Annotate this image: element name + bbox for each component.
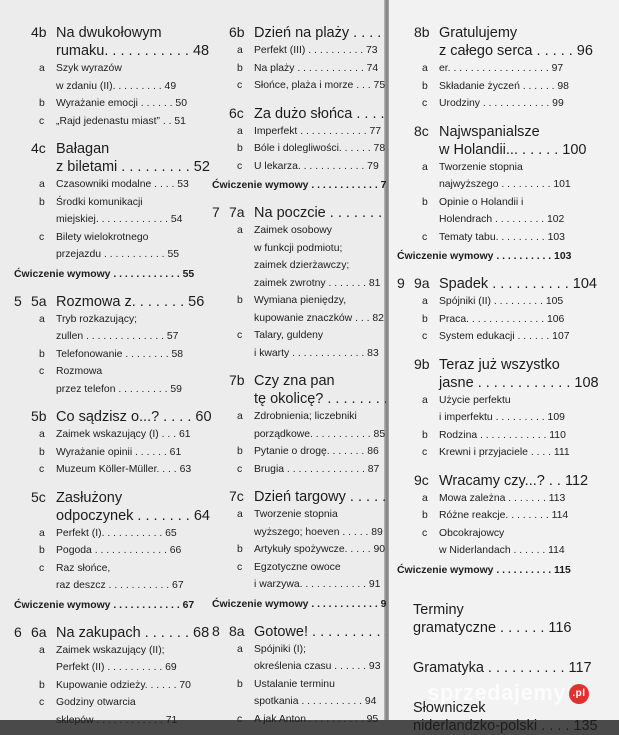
item-letter: b [39,677,45,695]
toc-item [212,60,386,78]
toc-item [14,311,194,346]
lesson-title-line: Na dwukołowym [56,24,194,42]
item-line: spotkania . . . . . . . . . . . 94 [254,693,386,711]
item-line: Opinie o Holandii i [439,194,569,212]
item-letter: a [237,641,243,659]
item-letter: b [237,676,243,694]
item-letter: a [39,60,45,78]
toc-item [14,560,194,595]
item-letter: c [422,328,427,346]
item-line: porządkowe. . . . . . . . . . . 85 [254,426,386,444]
toc-section [14,489,194,614]
unit-number: 7 [212,204,229,220]
item-letter: c [39,363,44,381]
item-letter: a [39,311,45,329]
item-line: „Rajd jedenastu miast” . . 51 [56,113,194,131]
lesson-title-line: Gotowe! . . . . . . . . . [254,623,386,641]
toc-section [14,408,194,479]
lesson-code: 9b [414,356,430,372]
lesson-code: 9a [414,275,430,291]
watermark-text: sprzedajemy [427,680,566,705]
item-line: Użycie perfektu [439,392,569,410]
item-letter: b [237,60,243,78]
toc-section [397,123,569,266]
appendix-line: gramatyczne . . . . . . 116 [413,619,569,637]
item-line: w funkcji podmiotu; [254,240,386,258]
item-line: Krewni i przyjaciele . . . . 111 [439,444,569,462]
toc-section [212,24,386,95]
toc-item [212,506,386,541]
lesson-title-line: tę okolicę? . . . . . . . [254,390,386,408]
item-line: Szyk wyrazów [56,60,194,78]
item-line: Tworzenie stopnia [439,159,569,177]
item-letter: b [422,78,428,96]
item-letter: c [237,327,242,345]
section-number [14,624,47,640]
section-number [14,24,47,40]
toc-item [212,443,386,461]
toc-section [14,624,194,730]
lesson-code: 6c [229,105,244,121]
section-number [14,293,47,309]
item-line: i warzywa. . . . . . . . . . . . 91 [254,576,386,594]
exercise-entry: Ćwiczenie wymowy . . . . . . . . . . 115 [397,562,569,579]
toc-section [14,140,194,283]
toc-item [14,542,194,560]
item-line: Perfekt (I). . . . . . . . . . . 65 [56,525,194,543]
item-letter: c [422,95,427,113]
item-letter: a [422,392,428,410]
lesson-title-line: Wracamy czy...? . . 112 [439,472,569,490]
item-line: kupowanie znaczków . . . 82 [254,310,386,328]
toc-item [397,95,569,113]
item-line: Zaimek osobowy [254,222,386,240]
item-letter: b [422,311,428,329]
item-letter: b [39,194,45,212]
toc-item [212,327,386,362]
item-letter: a [422,293,428,311]
toc-item [14,363,194,398]
toc-item [397,328,569,346]
toc-item [14,60,194,95]
section-number [397,356,430,372]
toc-item [397,194,569,229]
lesson-code: 8c [414,123,429,139]
lesson-title-line: w Holandii... . . . . . 100 [439,141,569,159]
item-line: Rodzina . . . . . . . . . . . . 110 [439,427,569,445]
item-letter: b [39,346,45,364]
item-line: przez telefon . . . . . . . . . 59 [56,381,194,399]
toc-item [212,42,386,60]
section-number [212,623,245,639]
lesson-title-line: Bałagan [56,140,194,158]
item-line: Spójniki (I); [254,641,386,659]
item-line: przejazdu . . . . . . . . . . . 55 [56,246,194,264]
appendix-line: niderlandzko-polski . . . . 135 [413,717,569,735]
toc-section [212,372,386,478]
toc-item [212,77,386,95]
unit-number: 8 [212,623,229,639]
toc-section [212,488,386,613]
lesson-title-line: Zasłużony [56,489,194,507]
item-line: określenia czasu . . . . . . 93 [254,658,386,676]
item-line: Godziny otwarcia [56,694,194,712]
section-number [212,105,244,121]
section-number [14,408,47,424]
toc-item [212,559,386,594]
toc-item [212,222,386,292]
exercise-entry: Ćwiczenie wymowy . . . . . . . . . . 103 [397,248,569,265]
item-line: er. . . . . . . . . . . . . . . . . . 97 [439,60,569,78]
item-line: Tworzenie stopnia [254,506,386,524]
item-letter: a [39,642,45,660]
item-line: Praca. . . . . . . . . . . . . . 106 [439,311,569,329]
lesson-title-line: Rozmowa z. . . . . . . 56 [56,293,194,311]
toc-item [212,408,386,443]
item-letter: b [237,443,243,461]
item-letter: b [39,542,45,560]
item-line: sklepów . . . . . . . . . . . . 71 [56,712,194,730]
item-letter: c [237,461,242,479]
section-number [212,488,244,504]
lesson-code: 5b [31,408,47,424]
item-letter: b [39,444,45,462]
toc-item [212,676,386,711]
toc-item [397,525,569,560]
item-line: Tryb rozkazujący; [56,311,194,329]
item-letter: b [39,95,45,113]
item-line: Czasowniki modalne . . . . 53 [56,176,194,194]
item-line: Słońce, plaża i morze . . . 75 [254,77,386,95]
lesson-code: 4b [31,24,47,40]
toc-item [212,711,386,729]
item-letter: c [237,559,242,577]
toc-item [212,461,386,479]
toc-item [397,159,569,194]
toc-item [397,78,569,96]
exercise-entry: Ćwiczenie wymowy . . . . . . . . . . . . 79 [212,177,386,194]
item-line: Na plaży . . . . . . . . . . . . 74 [254,60,386,78]
toc-item [397,490,569,508]
item-line: zaimek dzierżawczy; [254,257,386,275]
toc-item [212,292,386,327]
toc-item [212,641,386,676]
item-line: zullen . . . . . . . . . . . . . . 57 [56,328,194,346]
item-letter: c [39,560,44,578]
item-line: wyższego; hoeven . . . . . 89 [254,524,386,542]
item-letter: c [237,158,242,176]
item-line: Bilety wielokrotnego [56,229,194,247]
item-line: Muzeum Kӧller-Müller. . . . 63 [56,461,194,479]
watermark-badge: .pl [569,684,589,704]
toc-item [14,426,194,444]
section-number [397,123,429,139]
item-line: Zdrobnienia; liczebniki [254,408,386,426]
lesson-title-line: Co sądzisz o...? . . . . 60 [56,408,194,426]
item-line: Tematy tabu. . . . . . . . . 103 [439,229,569,247]
item-letter: a [237,506,243,524]
item-line: najwyższego . . . . . . . . . 101 [439,176,569,194]
item-letter: a [237,222,243,240]
lesson-code: 5c [31,489,46,505]
item-line: w Niderlandach . . . . . . 114 [439,542,569,560]
toc-section [14,24,194,130]
lesson-code: 9c [414,472,429,488]
toc-section [397,356,569,462]
appendix-entry [397,601,569,637]
item-letter: a [39,426,45,444]
toc-item [14,176,194,194]
item-letter: c [422,525,427,543]
lesson-title-line: Gratulujemy [439,24,569,42]
item-line: Różne reakcje. . . . . . . . 114 [439,507,569,525]
item-line: miejskiej. . . . . . . . . . . . . 54 [56,211,194,229]
lesson-title-line: Dzień targowy . . . . . [254,488,386,506]
lesson-code: 7a [229,204,245,220]
toc-item [14,525,194,543]
toc-item [14,346,194,364]
item-line: raz deszcz . . . . . . . . . . . 67 [56,577,194,595]
item-line: U lekarza. . . . . . . . . . . . 79 [254,158,386,176]
exercise-entry: Ćwiczenie wymowy . . . . . . . . . . . . 67 [14,597,194,614]
lesson-title-line: Za dużo słońca . . . . [254,105,386,123]
item-letter: a [422,490,428,508]
item-line: zaimek zwrotny . . . . . . . 81 [254,275,386,293]
item-line: Kupowanie odzieży. . . . . . 70 [56,677,194,695]
item-line: Telefonowanie . . . . . . . . 58 [56,346,194,364]
item-line: Wymiana pieniędzy, [254,292,386,310]
item-letter: c [237,77,242,95]
lesson-title-line: rumaku. . . . . . . . . . . 48 [56,42,194,60]
item-line: i kwarty . . . . . . . . . . . . . 83 [254,345,386,363]
item-line: A jak Anton . . . . . . . . . . 95 [254,711,386,729]
toc-item [14,113,194,131]
toc-item [397,60,569,78]
section-number [212,24,245,40]
toc-item [397,444,569,462]
appendix-line: Gramatyka . . . . . . . . . . 117 [413,659,569,677]
item-line: Imperfekt . . . . . . . . . . . . 77 [254,123,386,141]
item-line: i imperfektu . . . . . . . . . 109 [439,409,569,427]
toc-section [212,204,386,362]
lesson-title-line: Na poczcie . . . . . . . [254,204,386,222]
section-number [397,24,430,40]
toc-item [212,541,386,559]
lesson-code: 7b [229,372,245,388]
item-letter: c [39,694,44,712]
lesson-title-line: Dzień na plaży . . . . [254,24,386,42]
toc-item [14,95,194,113]
item-line: Zaimek wskazujący (II); [56,642,194,660]
toc-item [14,229,194,264]
item-line: System edukacji . . . . . . 107 [439,328,569,346]
toc-section [14,293,194,399]
item-letter: a [237,42,243,60]
item-line: Urodziny . . . . . . . . . . . . 99 [439,95,569,113]
lesson-code: 6a [31,624,47,640]
item-letter: c [422,444,427,462]
toc-item [397,427,569,445]
appendix-line: Słowniczek [413,699,569,717]
item-letter: a [237,408,243,426]
toc-section [397,24,569,113]
toc-item [14,194,194,229]
lesson-title-line: odpoczynek . . . . . . . 64 [56,507,194,525]
item-line: Egzotyczne owoce [254,559,386,577]
section-number [14,140,46,156]
toc-column-2 [212,0,386,728]
lesson-title-line: z biletami . . . . . . . . . 52 [56,158,194,176]
item-line: Perfekt (III) . . . . . . . . . . 73 [254,42,386,60]
toc-item [14,444,194,462]
lesson-title-line: Teraz już wszystko [439,356,569,374]
appendix-line: Terminy [413,601,569,619]
unit-number: 6 [14,624,31,640]
toc-item [397,311,569,329]
item-line: Składanie życzeń . . . . . . 98 [439,78,569,96]
item-line: Artykuły spożywcze. . . . . 90 [254,541,386,559]
toc-section [397,275,569,346]
item-letter: a [237,123,243,141]
item-line: w zdaniu (II). . . . . . . . . 49 [56,78,194,96]
item-letter: c [39,229,44,247]
lesson-code: 4c [31,140,46,156]
section-number [397,472,429,488]
section-number [14,489,46,505]
section-number [212,204,245,220]
toc-item [14,677,194,695]
item-line: Środki komunikacji [56,194,194,212]
item-line: Ustalanie terminu [254,676,386,694]
lesson-code: 6b [229,24,245,40]
item-line: Raz słońce, [56,560,194,578]
exercise-entry: Ćwiczenie wymowy . . . . . . . . . . . . 55 [14,266,194,283]
lesson-title-line: Spadek . . . . . . . . . . 104 [439,275,569,293]
item-letter: c [422,229,427,247]
lesson-code: 8a [229,623,245,639]
lesson-title-line: z całego serca . . . . . 96 [439,42,569,60]
watermark [427,680,589,706]
toc-item [14,461,194,479]
unit-number: 9 [397,275,414,291]
item-line: Wyrażanie opinii . . . . . . 61 [56,444,194,462]
item-letter: b [237,292,243,310]
lesson-title-line: Czy zna pan [254,372,386,390]
item-line: Spójniki (II) . . . . . . . . . 105 [439,293,569,311]
toc-item [14,694,194,729]
item-line: Rozmowa [56,363,194,381]
lesson-code: 8b [414,24,430,40]
lesson-title-line: Na zakupach . . . . . . 68 [56,624,194,642]
toc-section [212,105,386,195]
item-line: Talary, guldeny [254,327,386,345]
toc-column-3 [397,0,569,735]
item-letter: b [422,194,428,212]
item-letter: a [39,176,45,194]
item-line: Obcokrajowcy [439,525,569,543]
toc-item [397,507,569,525]
exercise-entry: Ćwiczenie wymowy . . . . . . . . . . . . 91 [212,596,386,613]
item-line: Zaimek wskazujący (I) . . . 61 [56,426,194,444]
item-line: Mowa zależna . . . . . . . 113 [439,490,569,508]
item-letter: c [39,461,44,479]
toc-item [397,229,569,247]
toc-item [397,392,569,427]
item-line: Bóle i dolegliwości. . . . . . 78 [254,140,386,158]
section-number [212,372,245,388]
toc-item [212,140,386,158]
item-letter: a [422,159,428,177]
item-line: Pogoda . . . . . . . . . . . . . 66 [56,542,194,560]
toc-section [212,623,386,729]
toc-item [14,642,194,677]
item-letter: b [237,541,243,559]
toc-section [397,472,569,579]
lesson-code: 5a [31,293,47,309]
lesson-title-line: Najwspanialsze [439,123,569,141]
item-letter: a [422,60,428,78]
item-letter: b [422,507,428,525]
item-line: Wyrażanie emocji . . . . . . 50 [56,95,194,113]
unit-number: 5 [14,293,31,309]
toc-item [212,123,386,141]
lesson-title-line: jasne . . . . . . . . . . . . 108 [439,374,569,392]
item-line: Brugia . . . . . . . . . . . . . . 87 [254,461,386,479]
item-line: Pytanie o drogę. . . . . . . 86 [254,443,386,461]
toc-item [212,158,386,176]
item-letter: c [237,711,242,729]
appendix-entry [397,659,569,677]
item-letter: b [422,427,428,445]
toc-column-1 [14,0,194,729]
lesson-code: 7c [229,488,244,504]
toc-item [397,293,569,311]
item-line: Holendrach . . . . . . . . . 102 [439,211,569,229]
item-line: Perfekt (II) . . . . . . . . . . 69 [56,659,194,677]
item-letter: c [39,113,44,131]
item-letter: b [237,140,243,158]
item-letter: a [39,525,45,543]
section-number [397,275,430,291]
